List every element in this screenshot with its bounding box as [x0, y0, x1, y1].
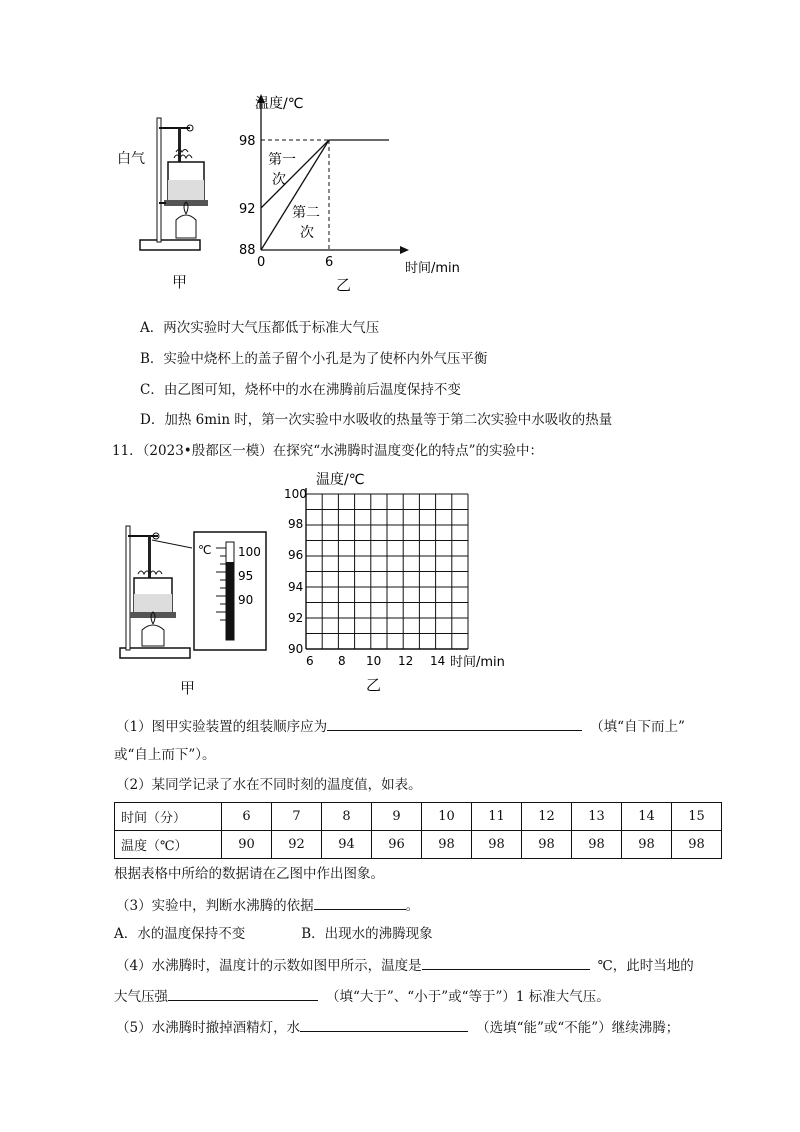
grid-y-tick-90: 90	[288, 642, 304, 656]
grid-graph-label-yi: 乙	[366, 676, 382, 694]
grid-y-tick-94: 94	[288, 580, 304, 594]
thermometer-tick-90: 90	[238, 593, 254, 607]
q11-part3-options: A．水的温度保持不变 B．出现水的沸腾现象	[114, 926, 433, 942]
y-tick-88: 88	[239, 243, 256, 258]
grid-x-tick-10: 10	[366, 654, 382, 668]
graph-label-yi: 乙	[336, 276, 352, 293]
grid-x-tick-6: 6	[306, 654, 314, 668]
grid-y-axis-title: 温度/℃	[316, 472, 365, 488]
option-b: B．实验中烧杯上的盖子留个小孔是为了使杯内外气压平衡	[140, 351, 488, 367]
table-row-time: 时间（分） 6 7 8 9 10 11 12 13 14 15	[115, 803, 722, 831]
option-a: A．两次实验时大气压都低于标准大气压	[140, 320, 380, 336]
answer-blank-1[interactable]	[327, 716, 582, 731]
table-row-temperature: 温度（℃） 90 92 94 96 98 98 98 98 98 98	[115, 831, 722, 859]
q11-part1-cont: 或“自上而下”）。	[114, 747, 216, 763]
series-first-label-2: 次	[272, 172, 286, 188]
q11-part1: （1）图甲实验装置的组装顺序应为 （填“自下而上”	[116, 716, 685, 736]
y-tick-98: 98	[239, 134, 256, 149]
answer-blank-4a[interactable]	[422, 955, 590, 970]
series-first-label: 第一	[268, 152, 296, 168]
q11-part4-cont: 大气压强 （填“大于”、“小于”或“等于”）1 标准大气压。	[114, 986, 610, 1006]
series-second-label-2: 次	[300, 225, 314, 241]
q11-part3: （3）实验中，判断水沸腾的依据 。	[116, 895, 419, 915]
apparatus-figure-1	[110, 110, 220, 260]
blank-grid-graph	[282, 464, 512, 694]
apparatus-label-jia-2: 甲	[180, 679, 196, 697]
grid-y-tick-96: 96	[288, 548, 304, 562]
grid-x-axis-title: 时间/min	[450, 655, 505, 670]
data-table	[114, 802, 722, 859]
temperature-time-graph	[225, 88, 485, 293]
thermometer-tick-100: 100	[238, 545, 261, 559]
question-11-header: 11．（2023•殷都区一模）在探究“水沸腾时温度变化的特点”的实验中：	[112, 443, 544, 459]
y-axis-title: 温度/℃	[255, 96, 304, 112]
answer-blank-5[interactable]	[300, 1017, 468, 1032]
q11-part2-instruction: 根据表格中所给的数据请在乙图中作出图象。	[114, 866, 384, 882]
apparatus-label-jia: 甲	[172, 273, 188, 291]
grid-x-tick-12: 12	[398, 654, 414, 668]
q11-part4: （4）水沸腾时，温度计的示数如图甲所示，温度是 ℃，此时当地的	[116, 955, 694, 975]
x-axis-title: 时间/min	[405, 261, 460, 276]
white-gas-label: 白气	[117, 151, 145, 167]
grid-x-tick-14: 14	[430, 654, 446, 668]
thermometer-tick-95: 95	[238, 569, 254, 583]
y-tick-92: 92	[239, 202, 256, 217]
q11-part5: （5）水沸腾时撤掉酒精灯，水 （选填“能”或“不能”）继续沸腾；	[116, 1017, 679, 1037]
grid-y-tick-92: 92	[288, 611, 304, 625]
series-second-label: 第二	[292, 205, 320, 221]
apparatus-figure-2	[110, 520, 270, 665]
option-d: D．加热 6min 时，第一次实验中水吸收的热量等于第二次实验中水吸收的热量	[140, 412, 613, 428]
thermometer-unit: ℃	[198, 543, 212, 557]
x-tick-0: 0	[257, 255, 266, 270]
grid-y-tick-98: 98	[288, 517, 304, 531]
grid-y-tick-100: 100	[284, 487, 307, 501]
x-tick-6: 6	[325, 255, 334, 270]
option-c: C．由乙图可知，烧杯中的水在沸腾前后温度保持不变	[140, 382, 461, 398]
answer-blank-3[interactable]	[314, 895, 406, 910]
answer-blank-4b[interactable]	[168, 986, 318, 1001]
grid-x-tick-8: 8	[338, 654, 346, 668]
q11-part2: （2）某同学记录了水在不同时刻的温度值，如表。	[116, 777, 422, 793]
